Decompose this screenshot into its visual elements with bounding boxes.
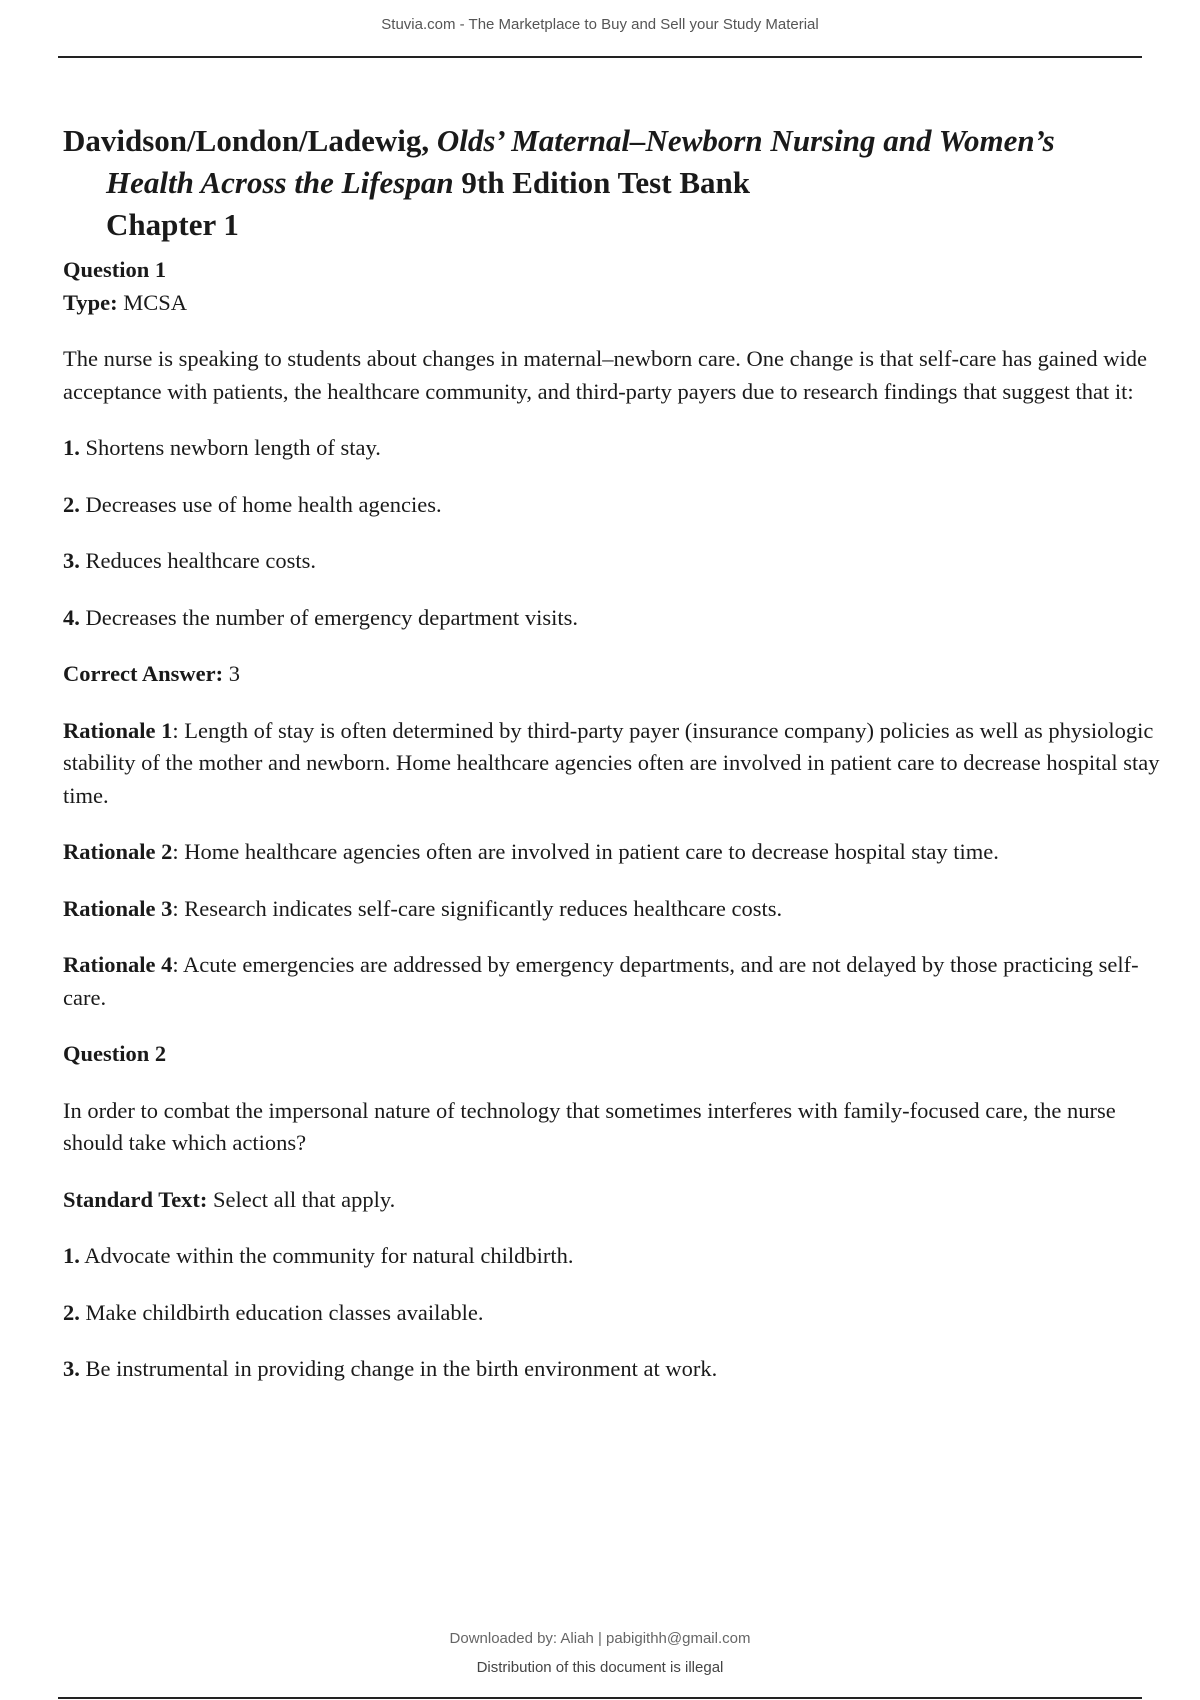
q1-correct-answer: Correct Answer: 3 <box>63 661 241 686</box>
q1-rationale-3: Rationale 3: Research indicates self-care significantly reduces healthcare costs. <box>63 895 783 921</box>
footer-rule <box>58 1697 1142 1699</box>
site-header: Stuvia.com - The Marketplace to Buy and Sell your Study Material <box>381 16 819 33</box>
q1-rationale-1: Rationale 1: Length of stay is often determined by third-party payer (insurance company) policies as well as physiologic stability of the mother and newborn. Home healthcare agencies often are involved in patient care to decrease hospital stay time. <box>63 717 1160 808</box>
q1-rationale-2: Rationale 2: Home healthcare agencies often are involved in patient care to decrease hospital stay time. <box>63 839 999 864</box>
q2-option-2: 2. Make childbirth education classes available. <box>63 1299 484 1325</box>
question-1-heading: Question 1 <box>63 257 167 282</box>
q1-option-2: 2. Decreases use of home health agencies. <box>63 491 442 517</box>
title-book-part1: Olds’ Maternal–Newborn Nursing and Women’s <box>436 123 1055 158</box>
document-title <box>63 120 1123 246</box>
document-body <box>63 254 1173 1386</box>
q1-rationale-4: Rationale 4: Acute emergencies are addressed by emergency departments, and are not delayed by those practicing self-care. <box>63 952 1139 1010</box>
title-book-part2: Health Across the Lifespan <box>106 165 454 200</box>
title-authors: Davidson/London/Ladewig, <box>63 123 430 158</box>
q1-option-4: 4. Decreases the number of emergency department visits. <box>63 604 579 630</box>
question-1-type: Type: MCSA <box>63 289 187 315</box>
q2-option-1: 1. Advocate within the community for natural childbirth. <box>63 1243 574 1268</box>
title-line-2 <box>63 162 1123 204</box>
question-1-stem: The nurse is speaking to students about changes in maternal–newborn care. One change is that self-care has gained wide acceptance with patients, the healthcare community, and third-party payers due to research findings that suggest that it: <box>63 346 1147 404</box>
header-rule <box>58 56 1142 58</box>
q2-standard-text: Standard Text: Select all that apply. <box>63 1186 396 1212</box>
footer-notice: Distribution of this document is illegal <box>476 1659 724 1676</box>
q2-option-3: 3. Be instrumental in providing change in the birth environment at work. <box>63 1356 718 1381</box>
q1-option-1: 1. Shortens newborn length of stay. <box>63 435 381 460</box>
question-2-stem: In order to combat the impersonal nature of technology that sometimes interferes with family-focused care, the nurse should take which actions? <box>63 1097 1116 1155</box>
title-edition: 9th Edition Test Bank <box>461 165 750 200</box>
title-chapter: Chapter 1 <box>106 207 239 242</box>
question-2-heading: Question 2 <box>63 1041 167 1066</box>
q1-option-3: 3. Reduces healthcare costs. <box>63 548 317 573</box>
footer-downloaded-by: Downloaded by: Aliah | pabigithh@gmail.com <box>449 1630 751 1647</box>
